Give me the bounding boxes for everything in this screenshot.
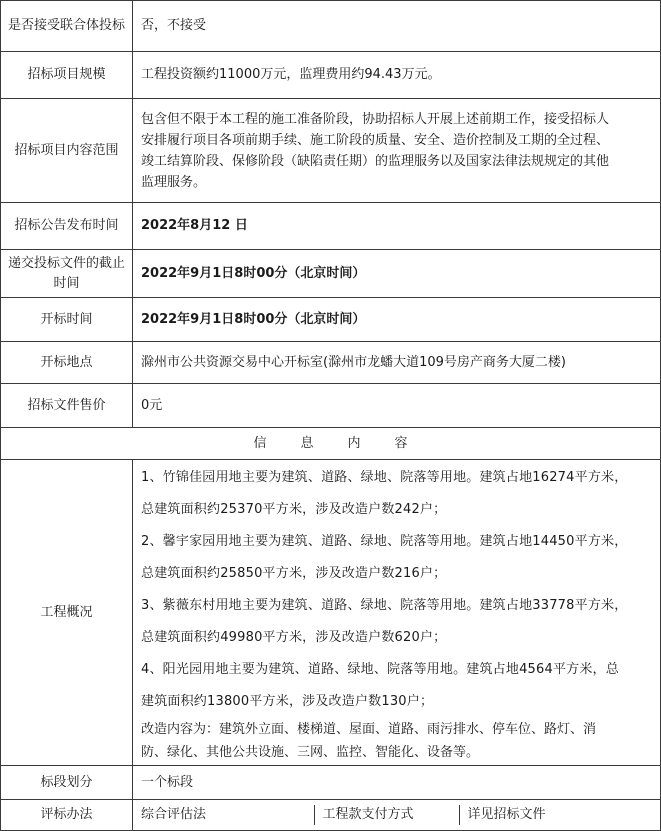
value-opening-time: 2022年9月1日8时00分（北京时间） xyxy=(133,298,661,342)
overview-tail-line: 防、绿化、其他公共设施、三网、监控、智能化、设备等。 xyxy=(141,744,480,760)
label-evaluation: 评标办法 xyxy=(1,800,133,831)
row-evaluation xyxy=(1,800,661,831)
value-evaluation: 综合评估法 xyxy=(133,805,314,825)
scope-line: 包含但不限于本工程的施工准备阶段，协助招标人开展上述前期工作，接受招标人 xyxy=(141,111,610,127)
scope-line: 监理服务。 xyxy=(141,174,207,190)
label-joint-bid: 是否接受联合体投标 xyxy=(1,1,133,52)
row-opening-place xyxy=(1,342,661,384)
label-opening-place: 开标地点 xyxy=(1,342,133,384)
value-deadline: 2022年9月1日8时00分（北京时间） xyxy=(133,250,661,298)
overview-line: 总建筑面积约49980平方米，涉及改造户数620户； xyxy=(141,629,447,645)
label-opening-time: 开标时间 xyxy=(1,298,133,342)
info-section-heading: 信息内容 xyxy=(1,428,661,460)
row-doc-price xyxy=(1,384,661,428)
value-sections: 一个标段 xyxy=(133,766,661,800)
value-opening-place: 滁州市公共资源交易中心开标室(滁州市龙蟠大道109号房产商务大厦二楼) xyxy=(133,342,661,384)
value-scale: 工程投资额约11000万元，监理费用约94.43万元。 xyxy=(133,52,661,99)
value-joint-bid: 否，不接受 xyxy=(133,1,661,52)
row-opening-time xyxy=(1,298,661,342)
overview-line: 1、竹锦佳园用地主要为建筑、道路、绿地、院落等用地。建筑占地16274平方米， xyxy=(141,469,628,485)
label-scope: 招标项目内容范围 xyxy=(1,99,133,203)
overview-line: 4、阳光园用地主要为建筑、道路、绿地、院落等用地。建筑占地4564平方米，总 xyxy=(141,661,619,677)
overview-line: 总建筑面积约25850平方米，涉及改造户数216户； xyxy=(141,565,447,581)
label-doc-price: 招标文件售价 xyxy=(1,384,133,428)
scope-line: 竣工结算阶段、保修阶段（缺陷责任期）的监理服务以及国家法律法规规定的其他 xyxy=(141,153,610,169)
value-notice-date: 2022年8月12 日 xyxy=(133,203,661,250)
overview-tail-line: 改造内容为：建筑外立面、楼梯道、屋面、道路、雨污排水、停车位、路灯、消 xyxy=(141,721,597,737)
label-sections: 标段划分 xyxy=(1,766,133,800)
evaluation-inner-table xyxy=(133,805,660,825)
overview-line: 建筑面积约13800平方米，涉及改造户数130户； xyxy=(141,693,434,709)
overview-line: 总建筑面积约25370平方米，涉及改造户数242户； xyxy=(141,501,447,517)
label-deadline: 递交投标文件的截止时间 xyxy=(1,250,133,298)
label-scale: 招标项目规模 xyxy=(1,52,133,99)
label-overview: 工程概况 xyxy=(1,460,133,766)
row-notice-date xyxy=(1,203,661,250)
row-info-section xyxy=(1,428,661,460)
row-scale xyxy=(1,52,661,99)
value-overview xyxy=(133,460,661,766)
overview-line: 3、紫薇东村用地主要为建筑、道路、绿地、院落等用地。建筑占地33778平方米， xyxy=(141,597,628,613)
value-payment: 详见招标文件 xyxy=(467,807,546,822)
label-payment: 工程款支付方式 xyxy=(314,805,459,825)
label-notice-date: 招标公告发布时间 xyxy=(1,203,133,250)
value-scope xyxy=(133,99,661,203)
row-scope xyxy=(1,99,661,203)
row-deadline xyxy=(1,250,661,298)
scope-line: 安排履行项目各项前期手续、施工阶段的质量、安全、造价控制及工期的全过程、 xyxy=(141,132,610,148)
value-doc-price: 0元 xyxy=(133,384,661,428)
row-sections xyxy=(1,766,661,800)
row-joint-bid xyxy=(1,1,661,52)
evaluation-cells xyxy=(133,800,661,831)
overview-line: 2、馨宇家园用地主要为建筑、道路、绿地、院落等用地。建筑占地14450平方米， xyxy=(141,533,628,549)
row-overview xyxy=(1,460,661,766)
